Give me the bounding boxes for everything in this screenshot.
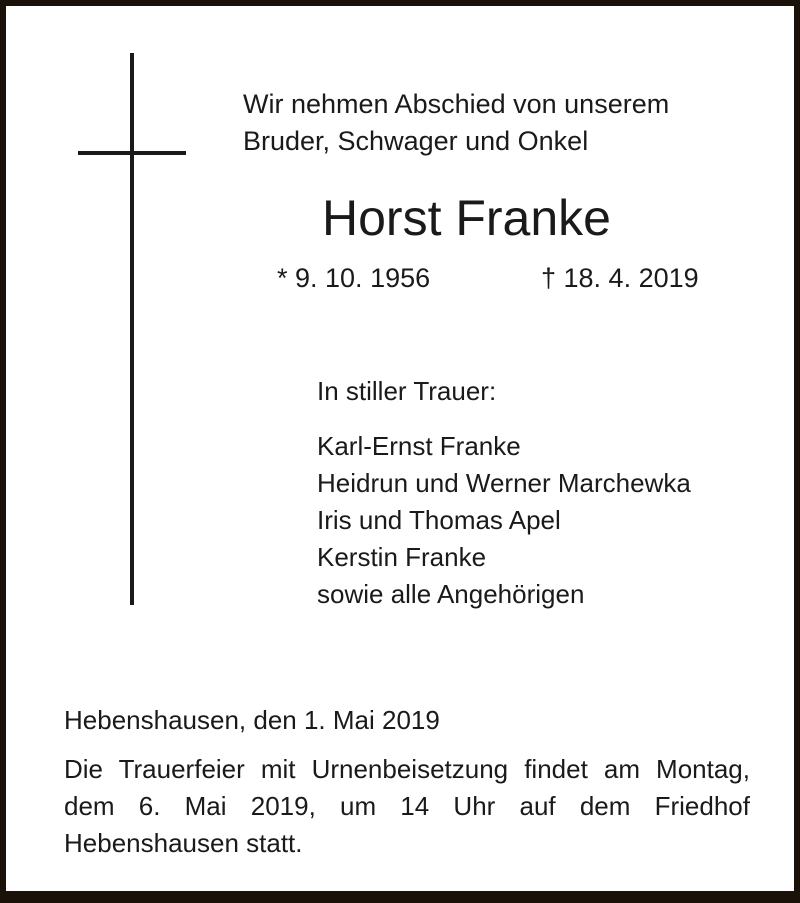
intro-text — [243, 86, 669, 160]
mourner-item: Heidrun und Werner Marchewka — [317, 468, 691, 498]
cross-horizontal-bar — [78, 151, 186, 155]
mourner-item: Iris und Thomas Apel — [317, 505, 561, 535]
intro-line: Wir nehmen Abschied von unserem — [243, 89, 670, 119]
obituary-notice — [6, 6, 794, 891]
funeral-service-info: Die Trauerfeier mit Urnenbeisetzung findet am Montag, dem 6. Mai 2019, um 14 Uhr auf dem Friedhof Hebenshausen statt. — [64, 754, 750, 858]
mourning-label: In stiller Trauer: — [317, 376, 497, 406]
deceased-name: Horst Franke — [322, 190, 611, 246]
mourner-item: sowie alle Angehörigen — [317, 579, 585, 609]
mourners-list — [317, 428, 691, 613]
birth-date: * 9. 10. 1956 — [277, 263, 431, 293]
mourner-item: Karl-Ernst Franke — [317, 431, 521, 461]
intro-line: Bruder, Schwager und Onkel — [243, 126, 589, 156]
place-and-date: Hebenshausen, den 1. Mai 2019 — [64, 705, 440, 735]
cross-vertical-bar — [130, 53, 134, 605]
mourner-item: Kerstin Franke — [317, 542, 487, 572]
death-date: † 18. 4. 2019 — [541, 263, 699, 293]
